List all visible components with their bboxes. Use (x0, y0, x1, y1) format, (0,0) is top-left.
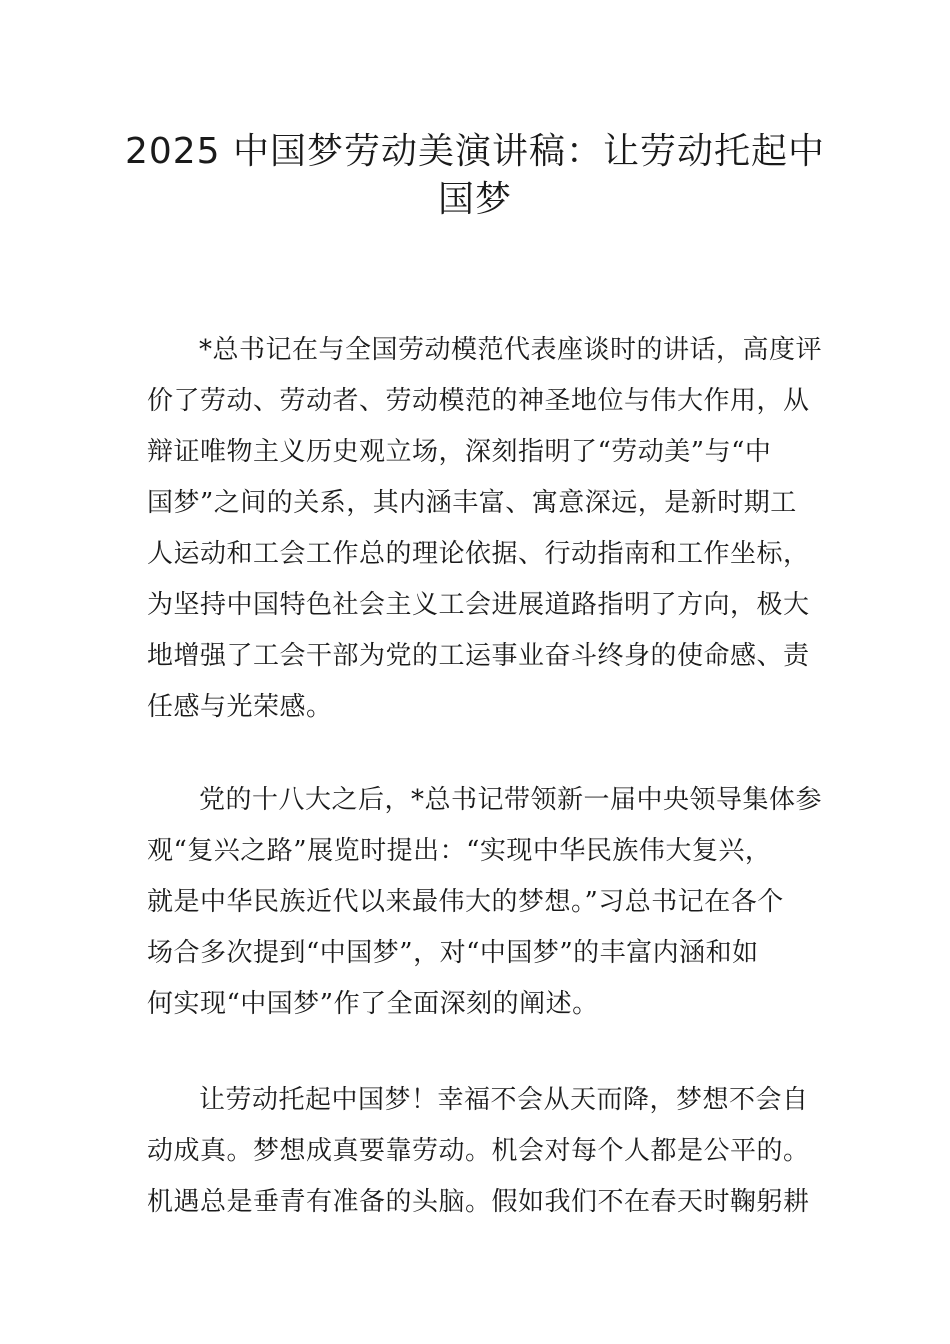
title-line: 2025 中国梦劳动美演讲稿：让劳动托起中 (124, 131, 826, 172)
paragraph-line: 任感与光荣感。 (147, 692, 333, 722)
paragraph-line: 就是中华民族近代以来最伟大的梦想。”习总书记在各个 (147, 887, 784, 917)
paragraph-line: 党的十八大之后，*总书记带领新一届中央领导集体参 (199, 785, 823, 815)
paragraph-line: 让劳动托起中国梦！幸福不会从天而降，梦想不会自 (199, 1085, 809, 1115)
paragraph-line: 观“复兴之路”展览时提出：“实现中华民族伟大复兴， (147, 836, 772, 866)
paragraph-line: 场合多次提到“中国梦”，对“中国梦”的丰富内涵和如 (147, 938, 759, 968)
document-title (120, 128, 830, 224)
paragraph-line: 人运动和工会工作总的理论依据、行动指南和工作坐标， (147, 539, 810, 569)
paragraph-line: 机遇总是垂青有准备的头脑。假如我们不在春天时鞠躬耕 (147, 1187, 810, 1217)
paragraph-line: 辩证唯物主义历史观立场，深刻指明了“劳动美”与“中 (147, 437, 772, 467)
paragraph-line: 何实现“中国梦”作了全面深刻的阐述。 (147, 989, 599, 1019)
paragraph (147, 325, 823, 733)
title-line: 国梦 (437, 179, 512, 220)
paragraph-line: 为坚持中国特色社会主义工会进展道路指明了方向，极大 (147, 590, 810, 620)
paragraph-line: 价了劳动、劳动者、劳动模范的神圣地位与伟大作用，从 (147, 386, 810, 416)
paragraph-line: 动成真。梦想成真要靠劳动。机会对每个人都是公平的。 (147, 1136, 810, 1166)
paragraph (147, 775, 823, 1030)
paragraph (147, 1075, 810, 1228)
paragraph-line: 地增强了工会干部为党的工运事业奋斗终身的使命感、责 (147, 641, 810, 671)
paragraph-line: *总书记在与全国劳动模范代表座谈时的讲话，高度评 (199, 335, 823, 365)
paragraph-line: 国梦”之间的关系，其内涵丰富、寓意深远，是新时期工 (147, 488, 797, 518)
